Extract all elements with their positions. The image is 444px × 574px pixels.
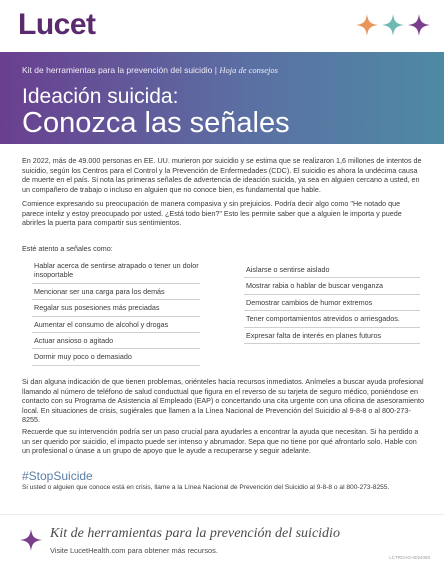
list-item: Aumentar el consumo de alcohol y drogas xyxy=(32,317,200,333)
page-title-line1: Ideación suicida: xyxy=(22,85,179,108)
document-code: LCTRCHO-0024093 xyxy=(389,555,430,560)
footer xyxy=(0,514,444,574)
header xyxy=(0,0,444,50)
banner-kicker xyxy=(22,65,278,75)
list-item: Expresar falta de interés en planes futuros xyxy=(244,328,420,344)
title-banner xyxy=(0,52,444,144)
resources-paragraph: Si dan alguna indicación de que tienen problemas, oriénteles hacia recursos inmediatos. Anímeles a buscar ayuda profesional llamando al número de teléfono de salud conductual que figura en el reverso de su tarjeta de seguro médico, poniéndose en contacto con su Programa de Asistencia al Empleado (EAP) o concertando una cita urgente con una oficina de asesoramiento local. En situaciones de crisis, sugiérales que llamen a la Línea Nacional de Prevención del Suicidio al 9-8-8 o al 800-273-8255. xyxy=(22,377,424,425)
kicker-italic: Hoja de consejos xyxy=(219,65,278,75)
signs-intro: Esté atento a señales como: xyxy=(22,244,113,253)
four-point-star-icon xyxy=(356,14,378,36)
support-paragraph: Recuerde que su intervención podría ser un paso crucial para ayudarles a encontrar la ayuda que necesitan. Si ha perdido a un ser querido por suicidio, el impacto puede ser intenso y abrumador. Sepa que no tiene por qué afrontarlo solo. Hable con un profesional o únase a un grupo de apoyo que le ayude a recuperarse y seguir adelante. xyxy=(22,427,419,456)
lucet-logo: Lucet xyxy=(18,8,96,41)
decorative-stars xyxy=(356,14,430,36)
approach-paragraph: Comience expresando su preocupación de manera compasiva y sin prejuicios. Podría decir algo como "He notado que parece inteliz y estoy preocupado por usted. ¿Está todo bien?" Esto les permite saber que a alguien le importa y puede abrirles la puerta para compartir sus sentimientos. xyxy=(22,199,402,228)
page-title-line2: Conozca las señales xyxy=(22,107,290,139)
list-item: Actuar ansioso o agitado xyxy=(32,333,200,349)
list-item: Hablar acerca de sentirse atrapado o tener un dolor insoportable xyxy=(32,258,200,284)
warning-signs-section xyxy=(22,244,424,368)
hashtag: #StopSuicide xyxy=(22,469,93,483)
signs-left-column xyxy=(32,258,200,366)
footer-title: Kit de herramientas para la prevención del suicidio xyxy=(50,526,340,541)
four-point-star-icon xyxy=(408,14,430,36)
list-item: Dormir muy poco o demasiado xyxy=(32,349,200,365)
crisis-line: Si usted o alguien que conoce está en crisis, llame a la Línea Nacional de Prevención del Suicidio al 9-8-8 o al 800-273-8255. xyxy=(22,484,390,491)
four-point-star-icon xyxy=(382,14,404,36)
list-item: Aislarse o sentirse aislado xyxy=(244,262,420,278)
list-item: Demostrar cambios de humor extremos xyxy=(244,295,420,311)
list-item: Mostrar rabia o hablar de buscar venganza xyxy=(244,278,420,294)
four-point-star-icon xyxy=(20,529,42,551)
list-item: Mencionar ser una carga para los demás xyxy=(32,284,200,300)
footer-subtitle: Visite LucetHealth.com para obtener más recursos. xyxy=(50,546,218,555)
list-item: Regalar sus posesiones más preciadas xyxy=(32,300,200,316)
kicker-main: Kit de herramientas para la prevención del suicidio | xyxy=(22,65,220,75)
signs-right-column xyxy=(244,262,420,344)
list-item: Tener comportamientos atrevidos o arriesgados. xyxy=(244,311,420,327)
intro-paragraph: En 2022, más de 49.000 personas en EE. UU. murieron por suicidio y se estima que se realizaron 1,6 millones de intentos de suicidio, según los Centros para el Control y la Prevención de Enfermedades (CDC). El suicidio es ahora la undécima causa de muerte en el país. Si nota las primeras señales de advertencia de ideación suicida, ya sea en alguien cercano a usted, en un compañero de trabajo o incluso en alguien que no conoce bien, es fundamental que hable. xyxy=(22,156,422,194)
